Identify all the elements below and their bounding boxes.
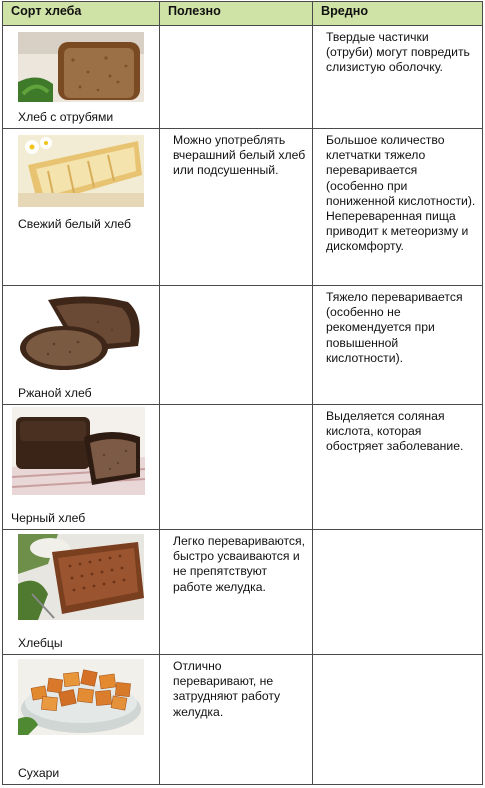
table-row (3, 129, 483, 286)
bread-name: Сухари (18, 765, 60, 780)
bread-name: Свежий белый хлеб (18, 217, 132, 231)
table-row (3, 405, 483, 530)
header-bread-type: Сорт хлеба (3, 2, 160, 26)
bread-cell (3, 530, 160, 655)
table-row (3, 286, 483, 405)
useful-cell (160, 405, 313, 530)
useful-cell (160, 26, 313, 129)
bread-name: Хлеб с отрубями (18, 109, 114, 124)
header-row (3, 2, 483, 26)
bread-cell (3, 655, 160, 785)
harmful-cell: Твердые частички (отруби) могут повредить слизистую оболочку. (313, 26, 483, 129)
bread-cell (3, 405, 160, 530)
bread-name: Хлебцы (18, 635, 63, 650)
harmful-cell: Тяжело переваривается (особенно не рекомендуется при повышенной кислотности). (313, 286, 483, 405)
rusks-photo (18, 659, 144, 735)
bread-table-container (2, 1, 482, 785)
bread-cell (3, 286, 160, 405)
bread-cell (3, 26, 160, 129)
useful-cell (160, 286, 313, 405)
white-bread-photo (18, 135, 144, 207)
table-row (3, 655, 483, 785)
harmful-cell (313, 655, 483, 785)
useful-cell: Легко перевариваются, быстро усваиваются и не препятствуют работе желудка. (160, 530, 313, 655)
bread-name: Ржаной хлеб (18, 385, 92, 400)
useful-cell: Можно употреблять вчерашний белый хлеб или подсушенный. (160, 129, 313, 286)
table-row (3, 530, 483, 655)
header-useful: Полезно (160, 2, 313, 26)
harmful-cell: Большое количество клетчатки тяжело переваривается (особенно при пониженной кислотности). Непереваренная пища приводит к метеоризму и дискомфорту. (313, 129, 483, 286)
harmful-cell (313, 530, 483, 655)
useful-cell: Отлично переваривают, не затрудняют работу желудка. (160, 655, 313, 785)
crispbread-photo (18, 534, 144, 620)
bran-bread-photo (18, 32, 144, 102)
rye-bread-photo (18, 292, 144, 374)
bread-name: Черный хлеб (11, 510, 86, 525)
harmful-cell: Выделяется соляная кислота, которая обостряет заболевание. (313, 405, 483, 530)
header-harmful: Вредно (313, 2, 483, 26)
black-bread-photo (12, 407, 145, 495)
bread-comparison-table (2, 1, 483, 785)
table-row (3, 26, 483, 129)
bread-cell (3, 129, 160, 286)
